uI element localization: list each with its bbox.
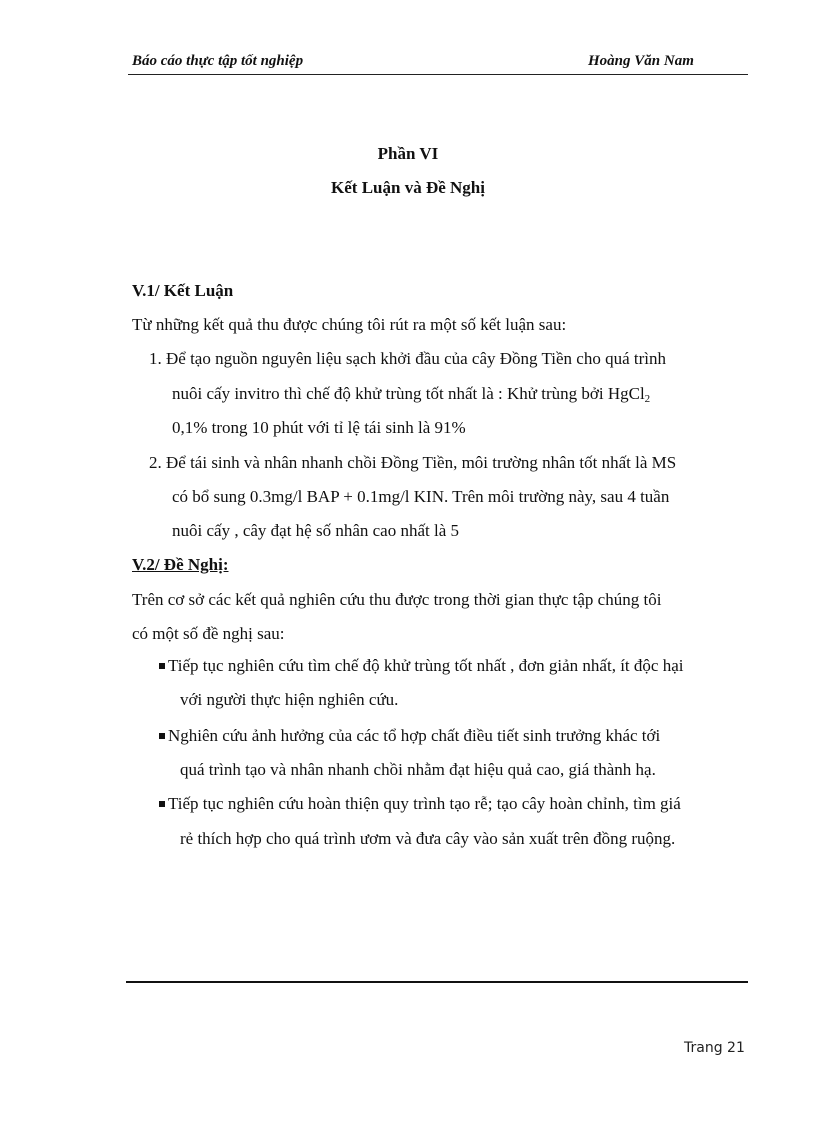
section-heading-conclusion: V.1/ Kết Luận	[132, 281, 234, 300]
part-subtitle: Kết Luận và Đề Nghị	[331, 178, 485, 197]
page-number: Trang 21	[684, 1040, 745, 1056]
conclusion-item-1-line-1: 1. Để tạo nguồn nguyên liệu sạch khởi đầu của cây Đồng Tiền cho quá trình	[149, 349, 666, 368]
conclusion-item-2-line-1: 2. Để tái sinh và nhân nhanh chồi Đồng Tiền, môi trường nhân tốt nhất là MS	[149, 453, 677, 472]
square-bullet-icon	[159, 801, 165, 807]
recommendation-bullet-3-line-2: rẻ thích hợp cho quá trình ươm và đưa cây vào sản xuất trên đồng ruộng.	[180, 829, 676, 848]
part-title: Phần VI	[377, 144, 439, 163]
section-heading-recommendation: V.2/ Đề Nghị:	[132, 555, 229, 574]
recommendation-intro-line-1: Trên cơ sở các kết quả nghiên cứu thu được trong thời gian thực tập chúng tôi	[132, 590, 662, 609]
conclusion-item-2-line-2: có bổ sung 0.3mg/l BAP + 0.1mg/l KIN. Trên môi trường này, sau 4 tuần	[172, 487, 670, 506]
recommendation-bullet-1-line-2: với người thực hiện nghiên cứu.	[180, 690, 399, 709]
header-report-title: Báo cáo thực tập tốt nghiệp	[132, 53, 304, 69]
square-bullet-icon	[159, 663, 165, 669]
square-bullet-icon	[159, 733, 165, 739]
conclusion-item-1-line-3: 0,1% trong 10 phút với tỉ lệ tái sinh là 91%	[172, 418, 466, 437]
recommendation-bullet-2-line-2: quá trình tạo và nhân nhanh chồi nhằm đạt hiệu quả cao, giá thành hạ.	[180, 760, 656, 779]
recommendation-intro-line-2: có một số đề nghị sau:	[132, 624, 285, 643]
footer-divider	[126, 981, 748, 983]
header-author: Hoàng Văn Nam	[588, 53, 694, 69]
recommendation-bullet-2-line-1: Nghiên cứu ảnh hưởng của các tổ hợp chất điều tiết sinh trưởng khác tới	[168, 726, 661, 745]
conclusion-intro: Từ những kết quả thu được chúng tôi rút ra một số kết luận sau:	[132, 315, 567, 334]
recommendation-bullet-3-line-1: Tiếp tục nghiên cứu hoàn thiện quy trình tạo rễ; tạo cây hoàn chỉnh, tìm giá	[168, 794, 681, 813]
recommendation-bullet-1-line-1: Tiếp tục nghiên cứu tìm chế độ khử trùng tốt nhất , đơn giản nhất, ít độc hại	[168, 656, 684, 675]
conclusion-item-1-line-2: nuôi cấy invitro thì chế độ khử trùng tốt nhất là : Khử trùng bởi HgCl$_2$	[172, 384, 651, 405]
subscript: 2	[644, 393, 651, 405]
page-header	[128, 52, 748, 75]
conclusion-item-2-line-3: nuôi cấy , cây đạt hệ số nhân cao nhất là 5	[172, 521, 460, 540]
